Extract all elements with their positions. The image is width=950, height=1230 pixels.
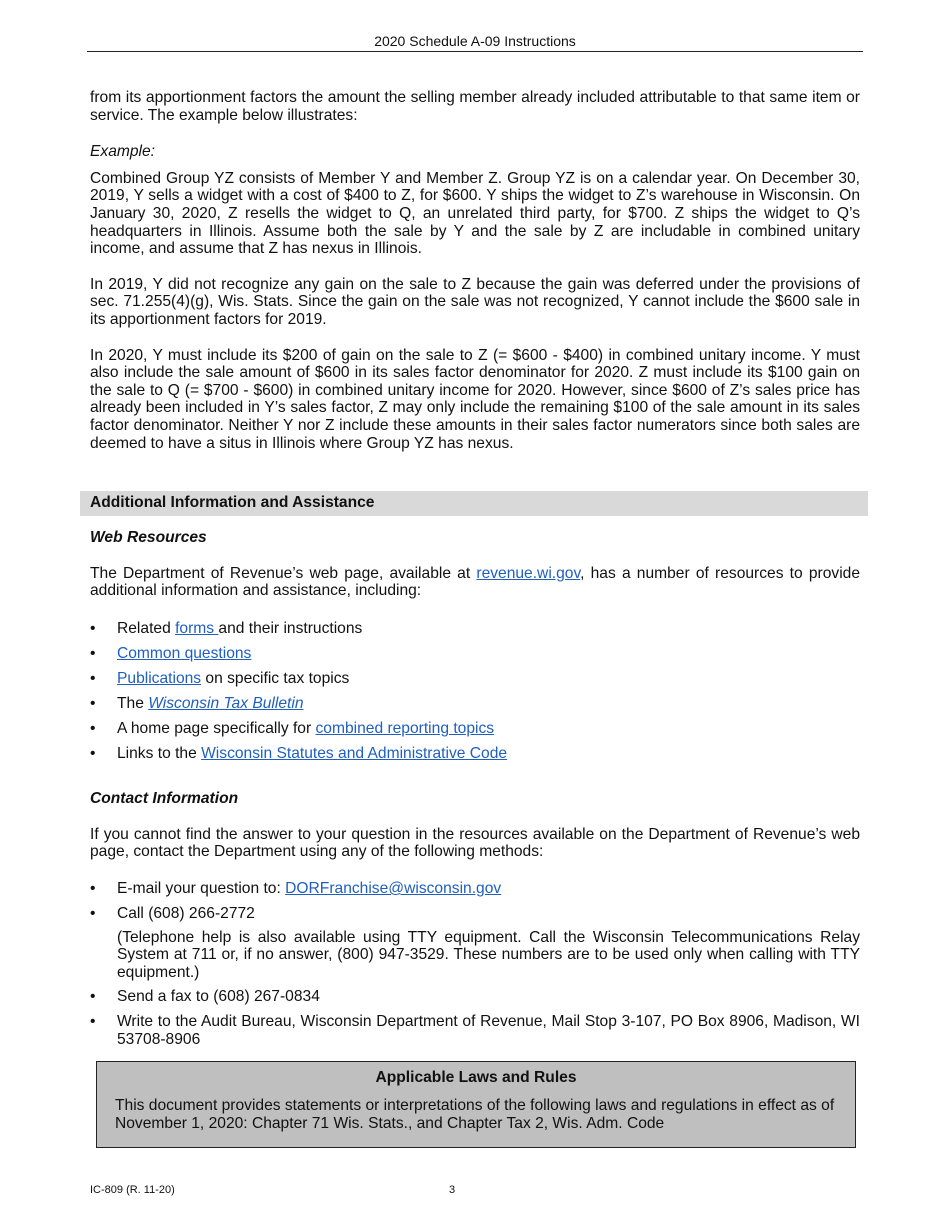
email-link[interactable]: DORFranchise@wisconsin.gov [285,880,502,897]
web-resources-intro [90,565,860,600]
bullet-icon: • [90,695,96,712]
list-item-tax-bulletin [90,695,860,720]
bullet-icon: • [90,988,96,1006]
bullet-icon: • [90,1013,96,1031]
list-item-call [90,905,860,988]
bullet-icon: • [90,670,96,687]
item-text: Send a fax to (608) 267-0834 [117,988,320,1006]
item-text: The [117,695,149,712]
laws-text: This document provides statements or interpretations of the following laws and regulations in effect as of November 1, 2020: Chapter 71 Wis. Stats., and Chapter Tax 2, Wis. Adm. Code [115,1097,835,1132]
tax-bulletin-link[interactable]: Wisconsin Tax Bulletin [148,695,304,712]
common-questions-link[interactable]: Common questions [117,645,252,662]
bullet-icon: • [90,720,96,737]
applicable-laws-box [96,1061,856,1148]
combined-reporting-link[interactable]: combined reporting topics [315,720,495,737]
bullet-icon: • [90,620,96,637]
item-text: A home page specifically for [117,720,316,737]
bullet-icon: • [90,745,96,762]
example-paragraph: Combined Group YZ consists of Member Y and Member Z. Group YZ is on a calendar year. On December 30, 2019, Y sells a widget with a cost of $400 to Z, for $600. Y ships the widget to Z’s warehouse in Wisconsin. On January 30, 2020, Z resells the widget to Q, an unrelated third party, for $700. Z ships the widget to Q’s headquarters in Illinois. Assume both the sale by Y and the sale by Z are includable in combined unitary income, and assume that Z has nexus in Illinois. [90,169,860,258]
contact-heading: Contact Information [90,790,239,807]
bullet-icon: • [90,905,96,922]
page-header-title: 2020 Schedule A-09 Instructions [374,33,576,49]
mailing-address: Write to the Audit Bureau, Wisconsin Department of Revenue, Mail Stop 3-107, PO Box 8906, Madison, WI 53708-8906 [117,1013,860,1048]
list-item-combined-reporting [90,720,860,745]
page-number: 3 [449,1184,456,1196]
header-rule [87,51,863,52]
publications-link[interactable]: Publications [117,670,202,687]
example-label: Example: [90,143,156,161]
item-text: E-mail your question to: [117,880,286,897]
bullet-icon: • [90,880,96,897]
revenue-website-link[interactable]: revenue.wi.gov [476,564,581,582]
list-item-statutes [90,745,860,770]
call-text: Call (608) 266-2772 [117,905,255,922]
web-resources-section [90,529,860,600]
item-text: and their instructions [218,620,363,637]
section-title: Additional Information and Assistance [90,494,375,511]
list-item-write [90,1013,860,1048]
list-item-common-questions [90,645,860,670]
item-text: Links to the [117,745,202,762]
web-intro-text-before: The Department of Revenue’s web page, available at [90,564,477,582]
web-intro-text-after: , has a number of resources to provide additional information and assistance, including: [90,564,861,600]
form-identifier: IC-809 (R. 11-20) [90,1184,175,1196]
statutes-link[interactable]: Wisconsin Statutes and Administrative Code [201,745,508,762]
list-item-publications [90,670,860,695]
tty-note: (Telephone help is also available using TTY equipment. Call the Wisconsin Telecommunications Relay System at 711 or, if no answer, (800) 947-3529. These numbers are to be used only when calling with TTY equipment.) [117,928,860,981]
gain-2020-paragraph: In 2020, Y must include its $200 of gain on the sale to Z (= $600 - $400) in combined unitary income. Y must also include the sale amount of $600 in its sales factor denominator for 2020. Z must include its $100 gain on the sale to Q (= $700 - $600) in combined unitary income for 2020. However, since $600 of Z’s sales price has already been included in Y’s sales factor, Z may only include the remaining $100 of the sale amount in its sales factor denominator. Neither Y nor Z include these amounts in their sales factor numerators since both sales are deemed to have a situs in Illinois where Group YZ has nexus. [90,346,860,452]
list-item-email [90,880,860,905]
list-item-fax [90,988,860,1013]
forms-link[interactable]: forms [175,620,219,637]
contact-intro: If you cannot find the answer to your question in the resources available on the Department of Revenue’s web page, contact the Department using any of the following methods: [90,825,860,861]
laws-title: Applicable Laws and Rules [375,1069,577,1086]
contact-section [90,790,860,861]
web-resources-heading: Web Resources [90,529,207,546]
contact-methods-list [90,880,860,1049]
item-text: Related [117,620,176,637]
intro-section [90,89,860,452]
item-text: on specific tax topics [201,670,350,687]
web-resources-list [90,620,860,770]
bullet-icon: • [90,645,96,662]
gain-2019-paragraph: In 2019, Y did not recognize any gain on the sale to Z because the gain was deferred under the provisions of sec. 71.255(4)(g), Wis. Stats. Since the gain on the sale was not recognized, Y cannot include the $600 sale in its apportionment factors for 2019. [90,275,860,328]
intro-paragraph-1: from its apportionment factors the amount the selling member already included attributable to that same item or service. The example below illustrates: [90,89,860,124]
list-item-forms [90,620,860,645]
